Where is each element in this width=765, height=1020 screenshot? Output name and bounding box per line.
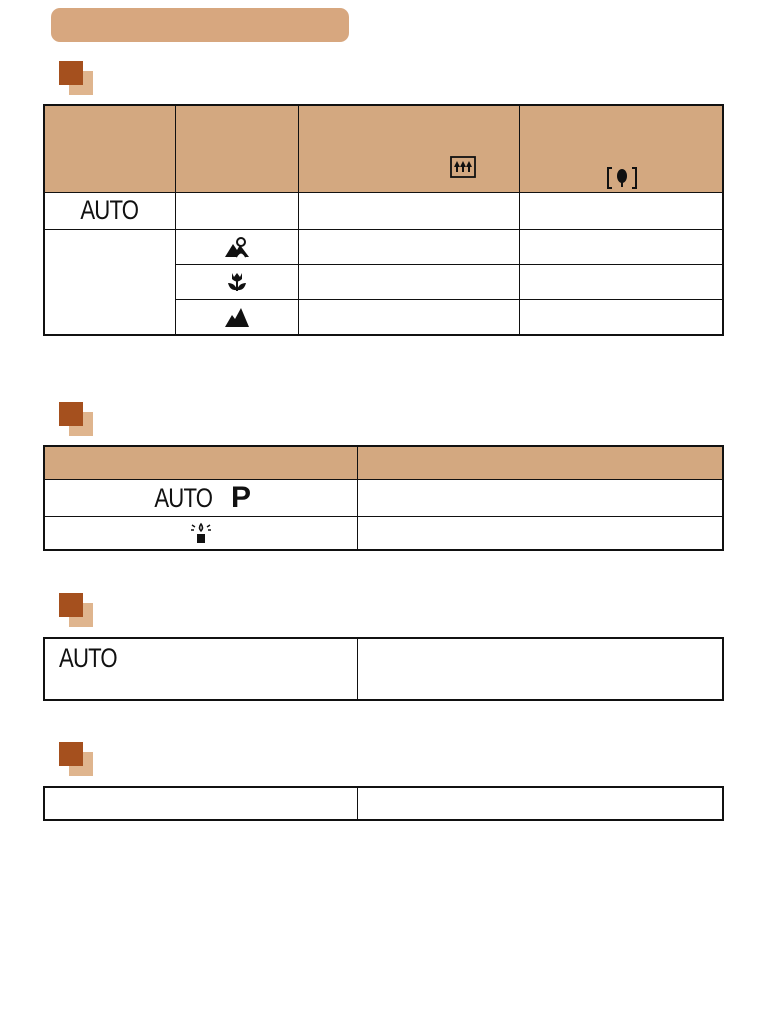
t1-subrow-3-cell-4 — [519, 299, 723, 335]
section-marker-icon — [59, 402, 95, 438]
t4-right — [357, 787, 723, 820]
t1-header-cell-2 — [175, 105, 298, 192]
t2-row2-right — [357, 516, 723, 550]
t1-auto-cell-3 — [298, 192, 519, 229]
t1-header-cell-3 — [298, 105, 519, 192]
mode-table-3 — [43, 637, 724, 701]
t3-left: AUTO — [44, 638, 357, 700]
t2-row2-left — [44, 516, 357, 550]
t3-right — [357, 638, 723, 700]
mountain-person-icon — [224, 236, 250, 258]
t1-subrow-icon-cell — [175, 264, 298, 299]
t1-header-cell-4 — [519, 105, 723, 192]
section-marker-icon — [59, 593, 95, 629]
mode-table-1 — [43, 104, 724, 336]
forest-icon — [450, 156, 476, 178]
t1-subrow-2-cell-4 — [519, 264, 723, 299]
candle-icon — [189, 522, 213, 544]
t4-left — [44, 787, 357, 820]
t1-subrow-1-cell-4 — [519, 229, 723, 264]
t1-auto-cell-4 — [519, 192, 723, 229]
tulip-macro-icon — [226, 271, 248, 293]
auto-mode-cell: AUTO — [44, 192, 175, 229]
mode-table-4 — [43, 786, 724, 821]
t2-header-cell-1 — [44, 446, 357, 479]
t1-subrow-3-cell-3 — [298, 299, 519, 335]
bracket-tree-icon — [606, 166, 638, 190]
section-marker-icon — [59, 742, 95, 778]
t1-header-cell-1 — [44, 105, 175, 192]
t2-row1-right — [357, 479, 723, 516]
t1-group-cell — [44, 229, 175, 335]
section-marker-icon — [59, 61, 95, 97]
t1-subrow-2-cell-3 — [298, 264, 519, 299]
t2-row1-left: AUTO P — [44, 479, 357, 516]
mode-table-2 — [43, 445, 724, 551]
mountain-icon — [224, 306, 250, 328]
t1-subrow-1-cell-3 — [298, 229, 519, 264]
t1-subrow-icon-cell — [175, 299, 298, 335]
t2-header-cell-2 — [357, 446, 723, 479]
t1-auto-cell-2 — [175, 192, 298, 229]
t1-subrow-icon-cell — [175, 229, 298, 264]
chapter-tab — [51, 8, 349, 42]
